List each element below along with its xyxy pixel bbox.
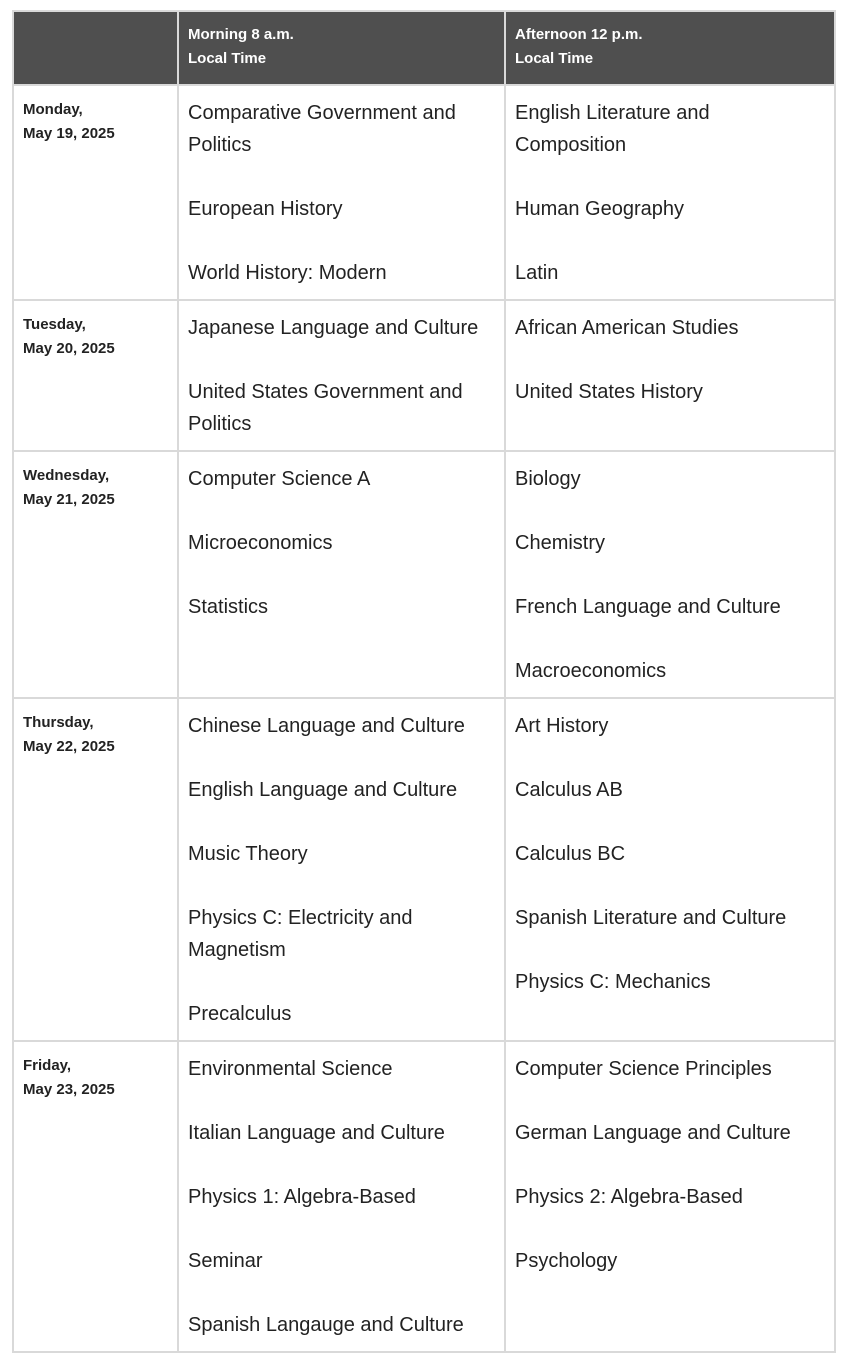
exam-name: Chemistry bbox=[515, 532, 606, 554]
header-row bbox=[13, 11, 835, 85]
exam-name: Physics C: Mechanics bbox=[515, 971, 711, 993]
exam-name: Calculus AB bbox=[515, 779, 623, 801]
header-morning-time: Morning 8 a.m. bbox=[188, 26, 294, 43]
day-cell bbox=[13, 698, 178, 1041]
day-weekday: Friday, bbox=[23, 1057, 72, 1074]
exam-name: Comparative Government and Politics bbox=[188, 102, 456, 156]
exam-name: Biology bbox=[515, 468, 581, 490]
header-empty-cell bbox=[13, 11, 178, 85]
exam-name: French Language and Culture bbox=[515, 596, 781, 618]
exam-name: Physics 1: Algebra-Based bbox=[188, 1186, 416, 1208]
afternoon-exams-cell bbox=[505, 1041, 835, 1352]
exam-name: United States Government and Politics bbox=[188, 381, 463, 435]
table-header bbox=[13, 11, 835, 85]
day-date: May 19, 2025 bbox=[23, 125, 115, 142]
exam-name: Macroeconomics bbox=[515, 660, 667, 682]
day-date: May 21, 2025 bbox=[23, 491, 115, 508]
exam-name: Italian Language and Culture bbox=[188, 1122, 445, 1144]
exam-name: Latin bbox=[515, 262, 559, 284]
header-afternoon-label: Local Time bbox=[515, 50, 594, 67]
exam-name: Spanish Literature and Culture bbox=[515, 907, 787, 929]
day-date: May 22, 2025 bbox=[23, 738, 115, 755]
exam-name: Seminar bbox=[188, 1250, 263, 1272]
morning-exams-cell bbox=[178, 300, 505, 451]
exam-name: Physics C: Electricity and Magnetism bbox=[188, 907, 413, 961]
day-cell bbox=[13, 1041, 178, 1352]
exam-name: Psychology bbox=[515, 1250, 618, 1272]
exam-name: Human Geography bbox=[515, 198, 684, 220]
exam-name: Statistics bbox=[188, 596, 269, 618]
header-afternoon-time: Afternoon 12 p.m. bbox=[515, 26, 643, 43]
exam-name: Art History bbox=[515, 715, 609, 737]
exam-name: European History bbox=[188, 198, 343, 220]
afternoon-exams-cell bbox=[505, 698, 835, 1041]
exam-name: African American Studies bbox=[515, 317, 739, 339]
exam-name: Spanish Langauge and Culture bbox=[188, 1314, 464, 1336]
day-date: May 20, 2025 bbox=[23, 340, 115, 357]
header-afternoon bbox=[505, 11, 835, 85]
morning-exams-cell bbox=[178, 698, 505, 1041]
exam-name: Calculus BC bbox=[515, 843, 626, 865]
exam-name: World History: Modern bbox=[188, 262, 387, 284]
table-row bbox=[13, 85, 835, 300]
exam-name: English Language and Culture bbox=[188, 779, 458, 801]
exam-name: Physics 2: Algebra-Based bbox=[515, 1186, 743, 1208]
afternoon-exams-cell bbox=[505, 300, 835, 451]
table-row bbox=[13, 451, 835, 698]
morning-exams-cell bbox=[178, 85, 505, 300]
day-cell bbox=[13, 85, 178, 300]
exam-name: Music Theory bbox=[188, 843, 308, 865]
header-morning bbox=[178, 11, 505, 85]
day-weekday: Tuesday, bbox=[23, 316, 86, 333]
day-cell bbox=[13, 451, 178, 698]
exam-name: Computer Science Principles bbox=[515, 1058, 772, 1080]
day-cell bbox=[13, 300, 178, 451]
exam-name: Japanese Language and Culture bbox=[188, 317, 479, 339]
morning-exams-cell bbox=[178, 451, 505, 698]
header-morning-label: Local Time bbox=[188, 50, 267, 67]
exam-schedule-table bbox=[12, 10, 836, 1353]
table-row bbox=[13, 300, 835, 451]
exam-name: Computer Science A bbox=[188, 468, 371, 490]
day-weekday: Thursday, bbox=[23, 714, 94, 731]
afternoon-exams-cell bbox=[505, 451, 835, 698]
exam-name: Microeconomics bbox=[188, 532, 333, 554]
table-body bbox=[13, 85, 835, 1352]
exam-name: Environmental Science bbox=[188, 1058, 393, 1080]
table-row bbox=[13, 1041, 835, 1352]
day-weekday: Monday, bbox=[23, 101, 83, 118]
exam-name: Precalculus bbox=[188, 1003, 292, 1025]
day-date: May 23, 2025 bbox=[23, 1081, 115, 1098]
day-weekday: Wednesday, bbox=[23, 467, 110, 484]
exam-name: United States History bbox=[515, 381, 703, 403]
table-row bbox=[13, 698, 835, 1041]
exam-name: German Language and Culture bbox=[515, 1122, 791, 1144]
morning-exams-cell bbox=[178, 1041, 505, 1352]
exam-name: English Literature and Composition bbox=[515, 102, 710, 156]
afternoon-exams-cell bbox=[505, 85, 835, 300]
exam-name: Chinese Language and Culture bbox=[188, 715, 465, 737]
